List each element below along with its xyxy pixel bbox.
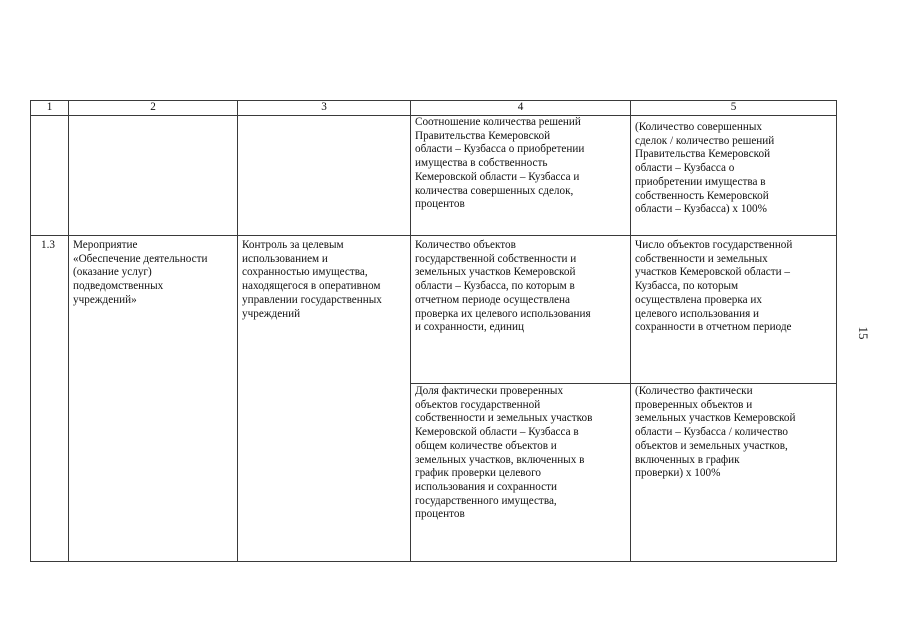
header-col-3: 3 [238, 101, 411, 116]
page-number: 15 [856, 326, 871, 340]
table-row [31, 116, 837, 236]
row-1-formula: (Количество совершенных сделок / количество решений Правительства Кемеровской области – Кузбасса о приобретении имущества в собственность Кемеровской области – Кузбасса) x 100% [631, 116, 837, 236]
indicators-table [30, 100, 837, 562]
row-2-indicator: Количество объектов государственной собственности и земельных участков Кемеровской области – Кузбасса, по которым в отчетном периоде осуществлена проверка их целевого использования и сохранности, единиц [411, 236, 631, 384]
row-2-description: Контроль за целевым использованием и сохранностью имущества, находящегося в оперативном управлении государственных учреждений [238, 236, 411, 562]
row-2-number: 1.3 [31, 236, 69, 562]
header-col-5: 5 [631, 101, 837, 116]
row-2-activity: Мероприятие «Обеспечение деятельности (оказание услуг) подведомственных учреждений» [69, 236, 238, 562]
header-col-1: 1 [31, 101, 69, 116]
row-1-col-1 [31, 116, 69, 236]
table-header-row [31, 101, 837, 116]
row-1-indicator: Соотношение количества решений Правительства Кемеровской области – Кузбасса о приобретении имущества в собственность Кемеровской области – Кузбасса и количества совершенных сделок, процентов [411, 116, 631, 236]
table-row [31, 236, 837, 384]
header-col-4: 4 [411, 101, 631, 116]
row-1-col-2 [69, 116, 238, 236]
row-1-col-3 [238, 116, 411, 236]
row-3-indicator: Доля фактически проверенных объектов государственной собственности и земельных участков Кемеровской области – Кузбасса в общем количестве объектов и земельных участков, включенных в график проверки целевого использования и сохранности государственного имущества, процентов [411, 384, 631, 562]
row-2-formula: Число объектов государственной собственности и земельных участков Кемеровской области – Кузбасса, по которым осуществлена проверка их целевого использования и сохранности в отчетном периоде [631, 236, 837, 384]
header-col-2: 2 [69, 101, 238, 116]
row-3-formula: (Количество фактически проверенных объектов и земельных участков Кемеровской области – Кузбасса / количество объектов и земельных участков, включенных в график проверки) x 100% [631, 384, 837, 562]
